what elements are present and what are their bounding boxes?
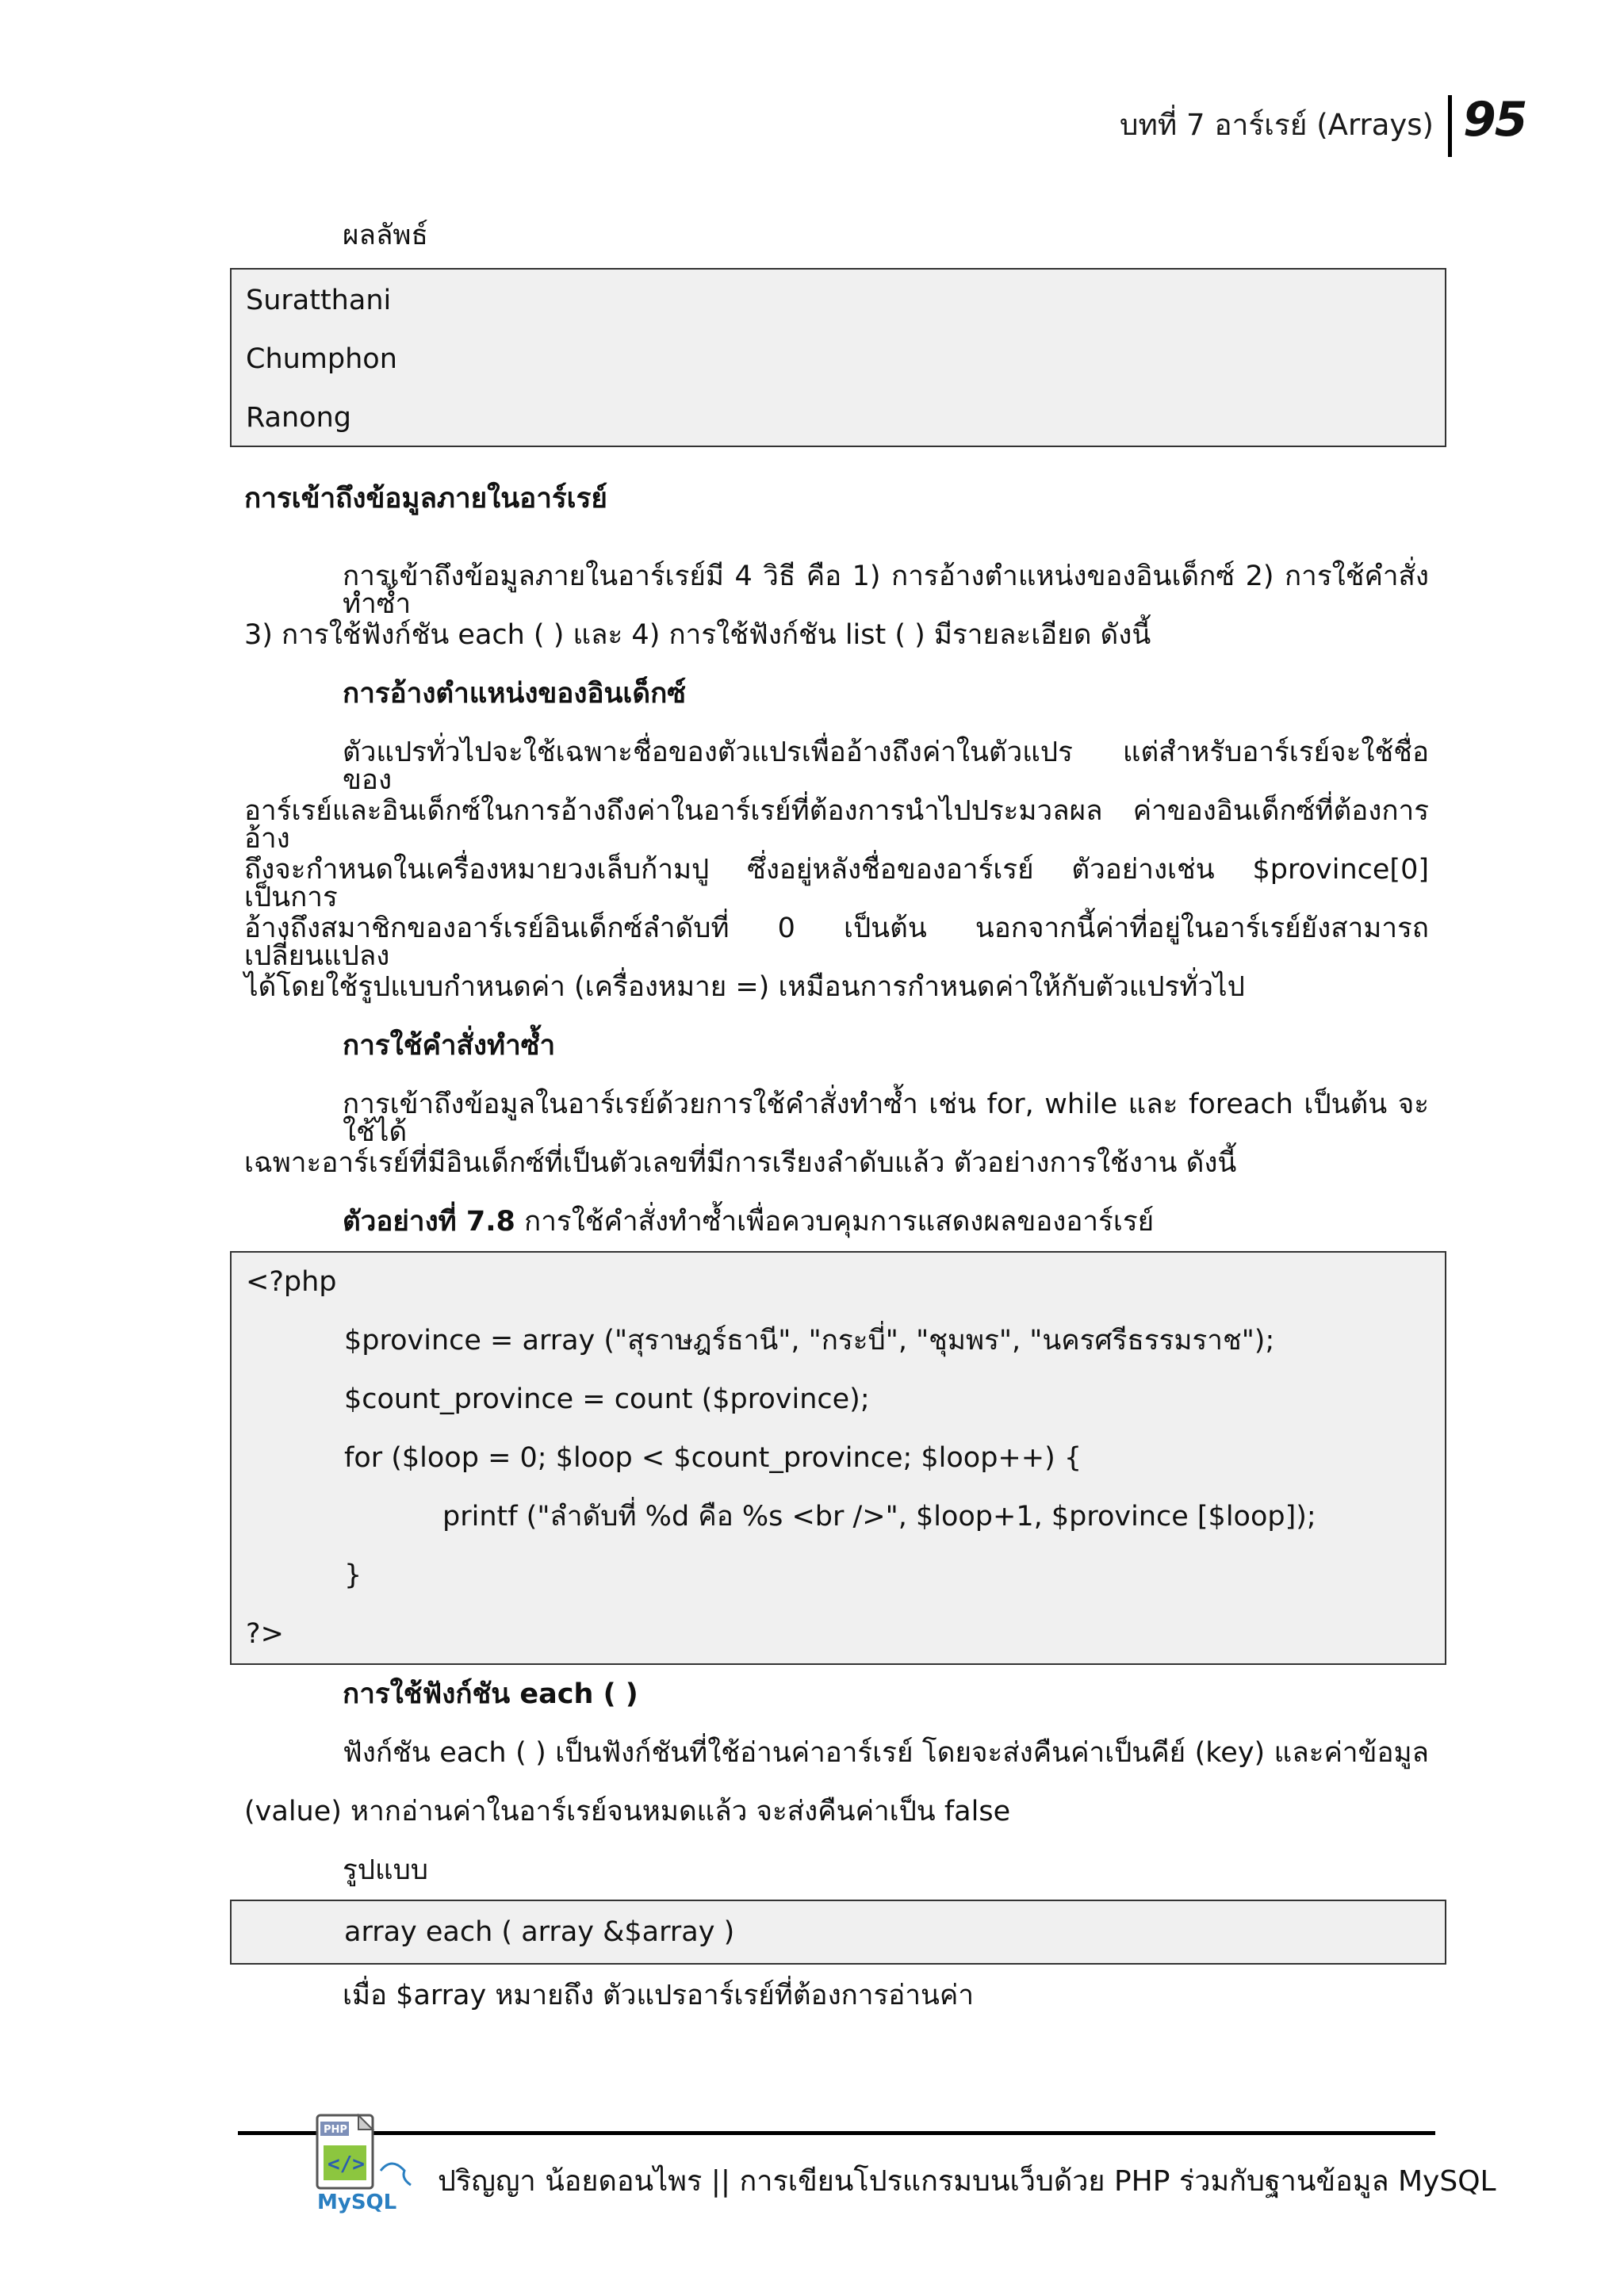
- svg-text:</>: </>: [327, 2152, 365, 2176]
- output-box: [230, 268, 1446, 447]
- section-heading-index: การอ้างตำแหน่งของอินเด็กซ์: [343, 678, 687, 710]
- output-line: Ranong: [246, 402, 351, 434]
- paragraph-line: (value) หากอ่านค่าในอาร์เรย์จนหมดแล้ว จะส่งคืนค่าเป็น false: [244, 1796, 1011, 1827]
- output-line: Chumphon: [246, 343, 397, 375]
- code-line: printf ("ลำดับที่ %d คือ %s <br />", $loop+1, $province [$loop]);: [442, 1501, 1316, 1533]
- paragraph-line: ฟังก์ชัน each ( ) เป็นฟังก์ชันที่ใช้อ่านค่าอาร์เรย์ โดยจะส่งคืนค่าเป็นคีย์ (key) และค่าข้อมูล: [343, 1737, 1429, 1769]
- example-caption: [343, 1208, 1154, 1236]
- footer-text: ปริญญา น้อยดอนไพร || การเขียนโปรแกรมบนเว็บด้วย PHP ร่วมกับฐานข้อมูล MySQL: [438, 2165, 1496, 2198]
- code-line: ?>: [246, 1618, 284, 1650]
- logo-mysql-text: MySQL: [317, 2191, 397, 2214]
- syntax-box: [230, 1900, 1446, 1965]
- code-line: }: [344, 1559, 362, 1591]
- header-divider: [1448, 95, 1452, 157]
- section-heading-each: การใช้ฟังก์ชัน each ( ): [343, 1678, 638, 1710]
- code-line: for ($loop = 0; $loop < $count_province; $loop++) {: [344, 1442, 1082, 1474]
- paragraph-line: การเข้าถึงข้อมูลภายในอาร์เรย์มี 4 วิธี คือ 1) การอ้างตำแหน่งของอินเด็กซ์ 2) การใช้คำสั่งทำซ้ำ: [343, 561, 1429, 620]
- paragraph-line: 3) การใช้ฟังก์ชัน each ( ) และ 4) การใช้ฟังก์ชัน list ( ) มีรายละเอียด ดังนี้: [244, 619, 1151, 651]
- where-line: เมื่อ $array หมายถึง ตัวแปรอาร์เรย์ที่ต้องการอ่านค่า: [343, 1980, 974, 2011]
- example-label: ตัวอย่างที่ 7.8: [343, 1206, 515, 1238]
- code-box: [230, 1251, 1446, 1665]
- code-line: <?php: [246, 1266, 337, 1298]
- code-line: $count_province = count ($province);: [344, 1383, 870, 1415]
- section-heading-access: การเข้าถึงข้อมูลภายในอาร์เรย์: [244, 483, 607, 515]
- paragraph-line: การเข้าถึงข้อมูลในอาร์เรย์ด้วยการใช้คำสั่งทำซ้ำ เช่น for, while และ foreach เป็นต้น จะใช้ได้: [343, 1089, 1429, 1148]
- paragraph-line: อ้างถึงสมาชิกของอาร์เรย์อินเด็กซ์ลำดับที่ 0 เป็นต้น นอกจากนี้ค่าที่อยู่ในอาร์เรย์ยังสามารถเปลี่ยนแปลง: [244, 913, 1429, 972]
- format-label: รูปแบบ: [343, 1854, 429, 1886]
- paragraph-line: ได้โดยใช้รูปแบบกำหนดค่า (เครื่องหมาย =) เหมือนการกำหนดค่าให้กับตัวแปรทั่วไป: [244, 971, 1245, 1003]
- code-line: $province = array ("สุราษฎร์ธานี", "กระบี่", "ชุมพร", "นครศรีธรรมราช");: [344, 1325, 1275, 1357]
- chapter-header: บทที่ 7 อาร์เรย์ (Arrays): [1120, 108, 1434, 142]
- paragraph-line: ตัวแปรทั่วไปจะใช้เฉพาะชื่อของตัวแปรเพื่ออ้างถึงค่าในตัวแปร แต่สำหรับอาร์เรย์จะใช้ชื่อของ: [343, 737, 1429, 796]
- result-label: ผลลัพธ์: [343, 220, 428, 251]
- syntax-line: array each ( array &$array ): [344, 1916, 735, 1948]
- example-caption-text: การใช้คำสั่งทำซ้ำเพื่อควบคุมการแสดงผลของอาร์เรย์: [515, 1206, 1155, 1238]
- logo-php-text: PHP: [324, 2124, 347, 2136]
- php-mysql-logo: [314, 2112, 425, 2215]
- output-line: Suratthani: [246, 285, 392, 316]
- paragraph-line: เฉพาะอาร์เรย์ที่มีอินเด็กซ์ที่เป็นตัวเลขที่มีการเรียงลำดับแล้ว ตัวอย่างการใช้งาน ดังนี้: [244, 1147, 1237, 1179]
- page-number: 95: [1463, 92, 1526, 147]
- paragraph-line: ถึงจะกำหนดในเครื่องหมายวงเล็บก้ามปู ซึ่งอยู่หลังชื่อของอาร์เรย์ ตัวอย่างเช่น $province[0] เป็นการ: [244, 854, 1429, 913]
- paragraph-line: อาร์เรย์และอินเด็กซ์ในการอ้างถึงค่าในอาร์เรย์ที่ต้องการนำไปประมวลผล ค่าของอินเด็กซ์ที่ต้องการอ้าง: [244, 795, 1429, 855]
- section-heading-loop: การใช้คำสั่งทำซ้ำ: [343, 1030, 556, 1062]
